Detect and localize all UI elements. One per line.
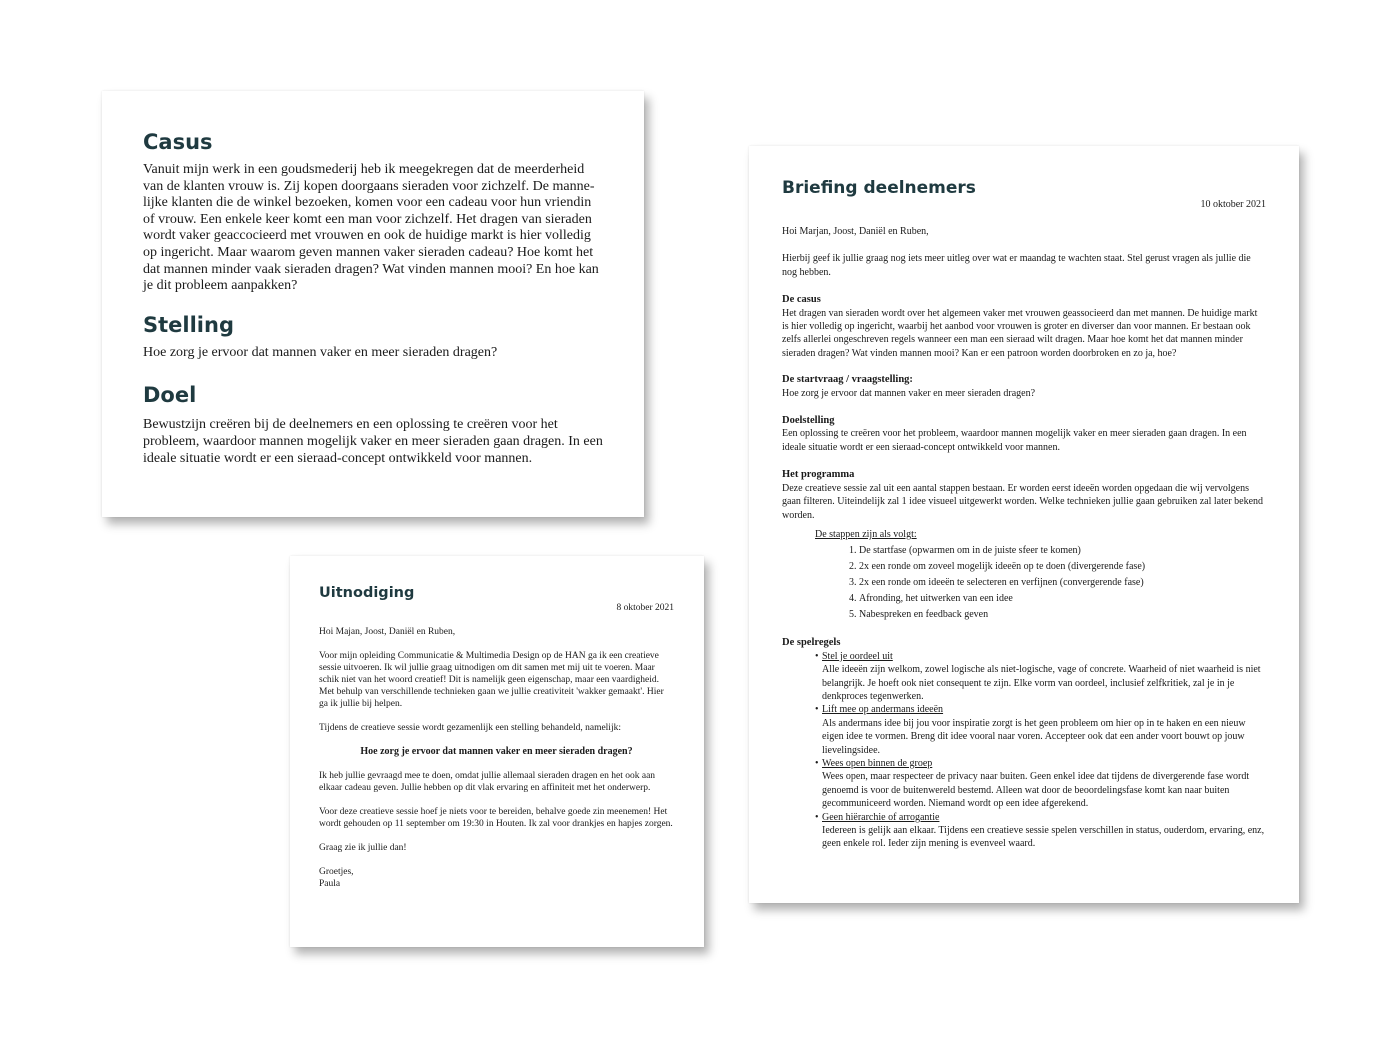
rule-item <box>822 650 1266 704</box>
briefing-title: Briefing deelnemers <box>782 178 976 198</box>
step-item: 4. Afronding, het uitwerken van een idee <box>859 591 1266 607</box>
step-item: 1. De startfase (opwarmen om in de juiste sfeer te komen) <box>859 543 1266 559</box>
rule-text: Alle ideeën zijn welkom, zowel logische als niet-logische, vage of concrete. Waarheid of niet waarheid is niet belangrijk. Je hoeft ook niet consequent te zijn. Elke vorm van oordeel, inclusief zelfkritiek, zal je in je denkproces tegenwerken. <box>822 664 1261 702</box>
rules-list <box>782 650 1266 851</box>
briefing-doelstelling-text: Een oplossing te creëren voor het probleem, waardoor mannen mogelijk vaker en meer sieraden gaan dragen. In een ideale situatie wordt er een sieraad-concept ontwikkeld voor mannen. <box>782 428 1247 453</box>
rule-item <box>822 757 1266 811</box>
rule-item <box>822 703 1266 757</box>
step-item: 2. 2x een ronde om zoveel mogelijk ideeën op te doen (divergerende fase) <box>859 559 1266 575</box>
rule-text: Iedereen is gelijk aan elkaar. Tijdens een creatieve sessie spelen verschillen in status, ouderdom, ervaring, enz, geen enkele rol. Ieder zijn mening is evenveel waard. <box>822 825 1265 850</box>
rules-heading: De spelregels <box>782 637 841 649</box>
casus-heading: Casus <box>143 130 213 154</box>
invitation-date: 8 oktober 2021 <box>616 603 674 613</box>
invitation-title: Uitnodiging <box>319 585 415 601</box>
stelling-heading: Stelling <box>143 312 234 337</box>
invitation-paragraph: Voor mijn opleiding Communicatie & Multimedia Design op de HAN ga ik een creatieve sessie uitvoeren. Ik wil jullie graag uitnodigen om dit samen met mij uit te voeren. Maar schik niet van het woord creatief! Dit is namelijk geen eigenschap, maar een vaardigheid. Met behulp van verschillende technieken gaan we jullie creativiteit 'wakker gemaakt'. Hier ga ik jullie bij helpen. <box>319 651 664 709</box>
step-item: 3. 2x een ronde om ideeën te selecteren en verfijnen (convergerende fase) <box>859 575 1266 591</box>
invitation-paragraph: Ik heb jullie gevraagd mee te doen, omdat jullie allemaal sieraden dragen en het ook aan elkaar cadeau geven. Jullie hebben op dit vlak ervaring en affiniteit met het onderwerp. <box>319 771 656 793</box>
briefing-casus-text: Het dragen van sieraden wordt over het algemeen vaker met vrouwen geassocieerd dan met mannen. De huidige markt is hier volledig op ingericht, waarbij het aanbod voor vrouwen is groter en diverser dan voor mannen. Er bestaan ook zelfs allerlei ongeschreven regels wanneer een man een sieraad wilt dragen. Maar hoe komt het dat mannen minder sieraden dragen? Wat vinden mannen mooi? Kan er een patroon worden doorbroken en zo ja, hoe? <box>782 307 1258 359</box>
briefing-sheet <box>749 146 1299 903</box>
casus-text: Vanuit mijn werk in een goudsmederij heb ik meegekregen dat de meerderheid van de klanten vrouw is. Zij kopen doorgaans sieraden voor zichzelf. De manne-lijke klanten die de winkel bezoeken, komen voor een cadeau voor hun vriendin of vrouw. Een enkele keer komt een man voor zichzelf. Het dragen van sieraden wordt vaker geaccocieerd met vrouwen en ook de huidige markt is hier volledig op ingericht. Maar waarom geven mannen vaker sieraden cadeau? Hoe komt het dat mannen minder vaak sieraden dragen? Wat vinden mannen mooi? En hoe kan je dit probleem aanpakken? <box>143 162 599 294</box>
invitation-paragraph: Tijdens de creatieve sessie wordt gezamenlijk een stelling behandeld, namelijk: <box>319 723 621 733</box>
doel-heading: Doel <box>143 383 197 408</box>
briefing-doelstelling-heading: Doelstelling <box>782 415 835 427</box>
rule-text: Wees open, maar respecteer de privacy naar buiten. Geen enkel idee dat tijdens de divergerende fase wordt genoemd is voor de buitenwereld bestemd. Alleen wat door de beoordelingsfase komt kan naar buiten gecommuniceerd worden. Niemand wordt op een idee afgerekend. <box>822 771 1250 810</box>
steps-list <box>782 543 1266 623</box>
invitation-closing: Groetjes, <box>319 867 354 877</box>
invitation-paragraph: Graag zie ik jullie dan! <box>319 843 407 853</box>
briefing-casus-heading: De casus <box>782 294 821 306</box>
rule-text: Als andermans idee bij jou voor inspiratie zorgt is het geen probleem om hier op in te haken en een nieuw eigen idee te vormen. Breng dit idee vooral naar voren. Accepteer ook dat een ander voort bouwt op jouw lievelingsidee. <box>822 717 1246 756</box>
invitation-statement: Hoe zorg je ervoor dat mannen vaker en meer sieraden dragen? <box>360 746 633 757</box>
briefing-date: 10 oktober 2021 <box>1200 199 1266 210</box>
briefing-programma-heading: Het programma <box>782 469 855 481</box>
invitation-greeting: Hoi Majan, Joost, Daniël en Ruben, <box>319 627 456 637</box>
stelling-text: Hoe zorg je ervoor dat mannen vaker en meer sieraden dragen? <box>143 344 498 360</box>
doel-text: Bewustzijn creëren bij de deelnemers en een oplossing te creëren voor het probleem, waardoor mannen mogelijk vaker en meer sieraden gaan dragen. In een ideale situatie wordt er een sieraad-concept ontwikkeld voor mannen. <box>143 417 603 466</box>
invitation-signature: Paula <box>319 879 341 889</box>
briefing-greeting: Hoi Marjan, Joost, Daniël en Ruben, <box>782 226 929 237</box>
rule-title: • Geen hiërarchie of arrogantie <box>822 811 940 823</box>
casus-sheet <box>102 91 644 517</box>
rule-item <box>822 811 1266 851</box>
rule-title: • Stel je oordeel uit <box>822 650 893 662</box>
rule-title: • Lift mee op andermans ideeën <box>822 704 944 716</box>
invitation-sheet <box>290 556 704 947</box>
briefing-intro: Hierbij geef ik jullie graag nog iets meer uitleg over wat er maandag te wachten staat. Stel gerust vragen als jullie die nog hebben. <box>782 253 1251 278</box>
briefing-startvraag-text: Hoe zorg je ervoor dat mannen vaker en meer sieraden dragen? <box>782 387 1036 399</box>
briefing-programma-text: Deze creatieve sessie zal uit een aantal stappen bestaan. Er worden eerst ideeën worden opgedaan die wij vervolgens gaan filteren. Uiteindelijk zal 1 idee visueel uitgewerkt worden. Welke technieken jullie gaan gebruiken zal later bekend worden. <box>782 482 1264 521</box>
step-item: 5. Nabespreken en feedback geven <box>859 607 1266 623</box>
invitation-paragraph: Voor deze creatieve sessie hoef je niets voor te bereiden, behalve goede zin meenemen! Het wordt gehouden op 11 september om 19:30 in Houten. Ik zal voor drankjes en hapjes zorgen. <box>319 807 673 829</box>
rule-title: • Wees open binnen de groep <box>822 757 933 769</box>
briefing-startvraag-heading: De startvraag / vraagstelling: <box>782 374 913 386</box>
steps-heading: De stappen zijn als volgt: <box>815 528 917 540</box>
